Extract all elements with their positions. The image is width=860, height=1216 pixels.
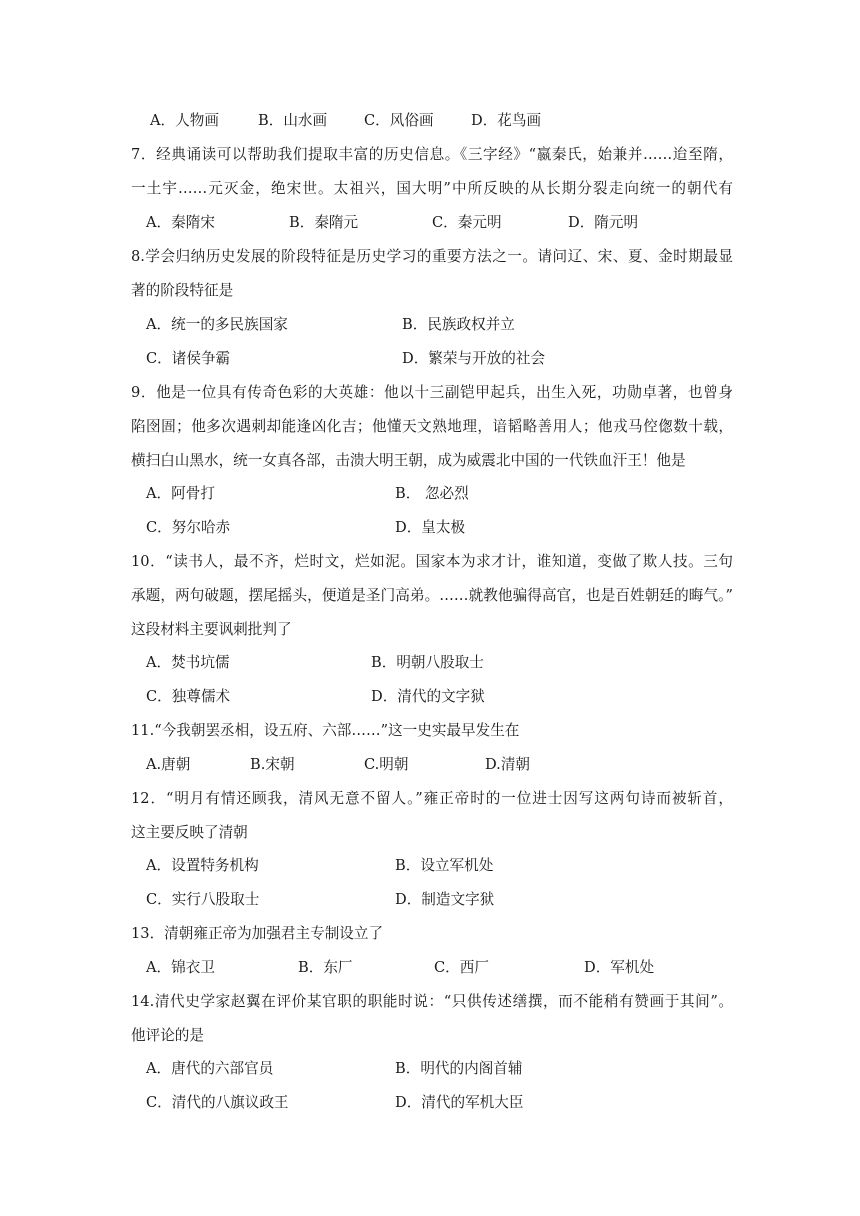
q7-option-a: A．秦隋宋 [146,214,215,231]
q12-stem-line-2: 这主要反映了清朝 [131,824,248,841]
q11-option-d: D.清朝 [485,756,531,773]
q13-stem-line-1: 13．清朝雍正帝为加强君主专制设立了 [131,925,384,942]
q8-option-a: A．统一的多民族国家 [146,316,288,333]
q9-option-a: A．阿骨打 [146,485,215,502]
q6-option-a: A．人物画 [150,112,219,129]
q9-option-b: B． 忽必烈 [395,485,469,502]
q7-stem-line-1: 7．经典诵读可以帮助我们提取丰富的历史信息。《三字经》“嬴秦氏，始兼并……迨至隋， [131,146,733,163]
q10-option-d: D．清代的文字狱 [371,688,485,705]
q14-option-c: C．清代的八旗议政王 [146,1094,289,1111]
q14-stem-line-2: 他评论的是 [131,1027,204,1044]
q7-option-d: D．隋元明 [568,214,639,231]
q6-option-d: D．花鸟画 [471,112,542,129]
q8-stem-line-1: 8.学会归纳历史发展的阶段特征是历史学习的重要方法之一。请问辽、宋、夏、金时期最显 [131,248,733,265]
q13-option-d: D．军机处 [584,959,655,976]
q8-option-d: D．繁荣与开放的社会 [402,350,546,367]
q14-option-d: D．清代的军机大臣 [395,1094,524,1111]
q10-stem-line-3: 这段材料主要讽刺批判了 [131,621,292,638]
q10-option-b: B．明朝八股取士 [371,654,484,671]
q11-option-c: C.明朝 [364,756,409,773]
q13-option-c: C．西厂 [434,959,489,976]
q7-option-b: B．秦隋元 [289,214,359,231]
q13-option-b: B．东厂 [298,959,353,976]
q9-stem-line-2: 陷囹圄；他多次遇刺却能逢凶化吉；他懂天文熟地理，谙韬略善用人；他戎马倥偬数十载， [131,418,733,435]
q11-option-a: A.唐朝 [146,756,191,773]
q12-option-c: C．实行八股取士 [146,891,260,908]
q6-option-c: C．风俗画 [364,112,434,129]
q8-option-b: B．民族政权并立 [402,316,515,333]
q14-option-b: B．明代的内阁首辅 [395,1060,523,1077]
q8-stem-line-2: 著的阶段特征是 [131,282,234,299]
q12-option-d: D．制造文字狱 [395,891,495,908]
q9-stem-line-3: 横扫白山黑水，统一女真各部，击溃大明王朝，成为威震北中国的一代铁血汗王！他是 [131,452,686,469]
q14-option-a: A．唐代的六部官员 [146,1060,274,1077]
q6-option-b: B．山水画 [258,112,328,129]
q10-option-c: C．独尊儒术 [146,688,231,705]
q14-stem-line-1: 14.清代史学家赵翼在评价某官职的职能时说：“只供传述缮撰，而不能稍有赞画于其间”。 [131,993,733,1010]
q12-option-a: A．设置特务机构 [146,857,259,874]
q8-option-c: C．诸侯争霸 [146,350,231,367]
q11-option-b: B.宋朝 [250,756,295,773]
q7-option-c: C．秦元明 [432,214,502,231]
q10-stem-line-2: 承题，两句破题，摆尾摇头，便道是圣门高弟。……就教他骗得高官，也是百姓朝廷的晦气。” [131,587,733,604]
q9-stem-line-1: 9．他是一位具有传奇色彩的大英雄：他以十三副铠甲起兵，出生入死，功勋卓著，也曾身 [131,384,733,401]
q13-option-a: A．锦衣卫 [146,959,215,976]
q9-option-c: C．努尔哈赤 [146,519,231,536]
q9-option-d: D．皇太极 [395,519,466,536]
q12-option-b: B．设立军机处 [395,857,494,874]
q11-stem-line-1: 11.“今我朝罢丞相，设五府、六部……”这一史实最早发生在 [131,722,520,739]
q10-stem-line-1: 10．“读书人，最不齐，烂时文，烂如泥。国家本为求才计，谁知道，变做了欺人技。三句 [131,553,733,570]
q7-stem-line-2: 一土宇……元灭金，绝宋世。太祖兴，国大明”中所反映的从长期分裂走向统一的朝代有 [131,180,733,197]
q10-option-a: A．焚书坑儒 [146,654,230,671]
q12-stem-line-1: 12．“明月有情还顾我，清风无意不留人。”雍正帝时的一位进士因写这两句诗而被斩首， [131,790,733,807]
